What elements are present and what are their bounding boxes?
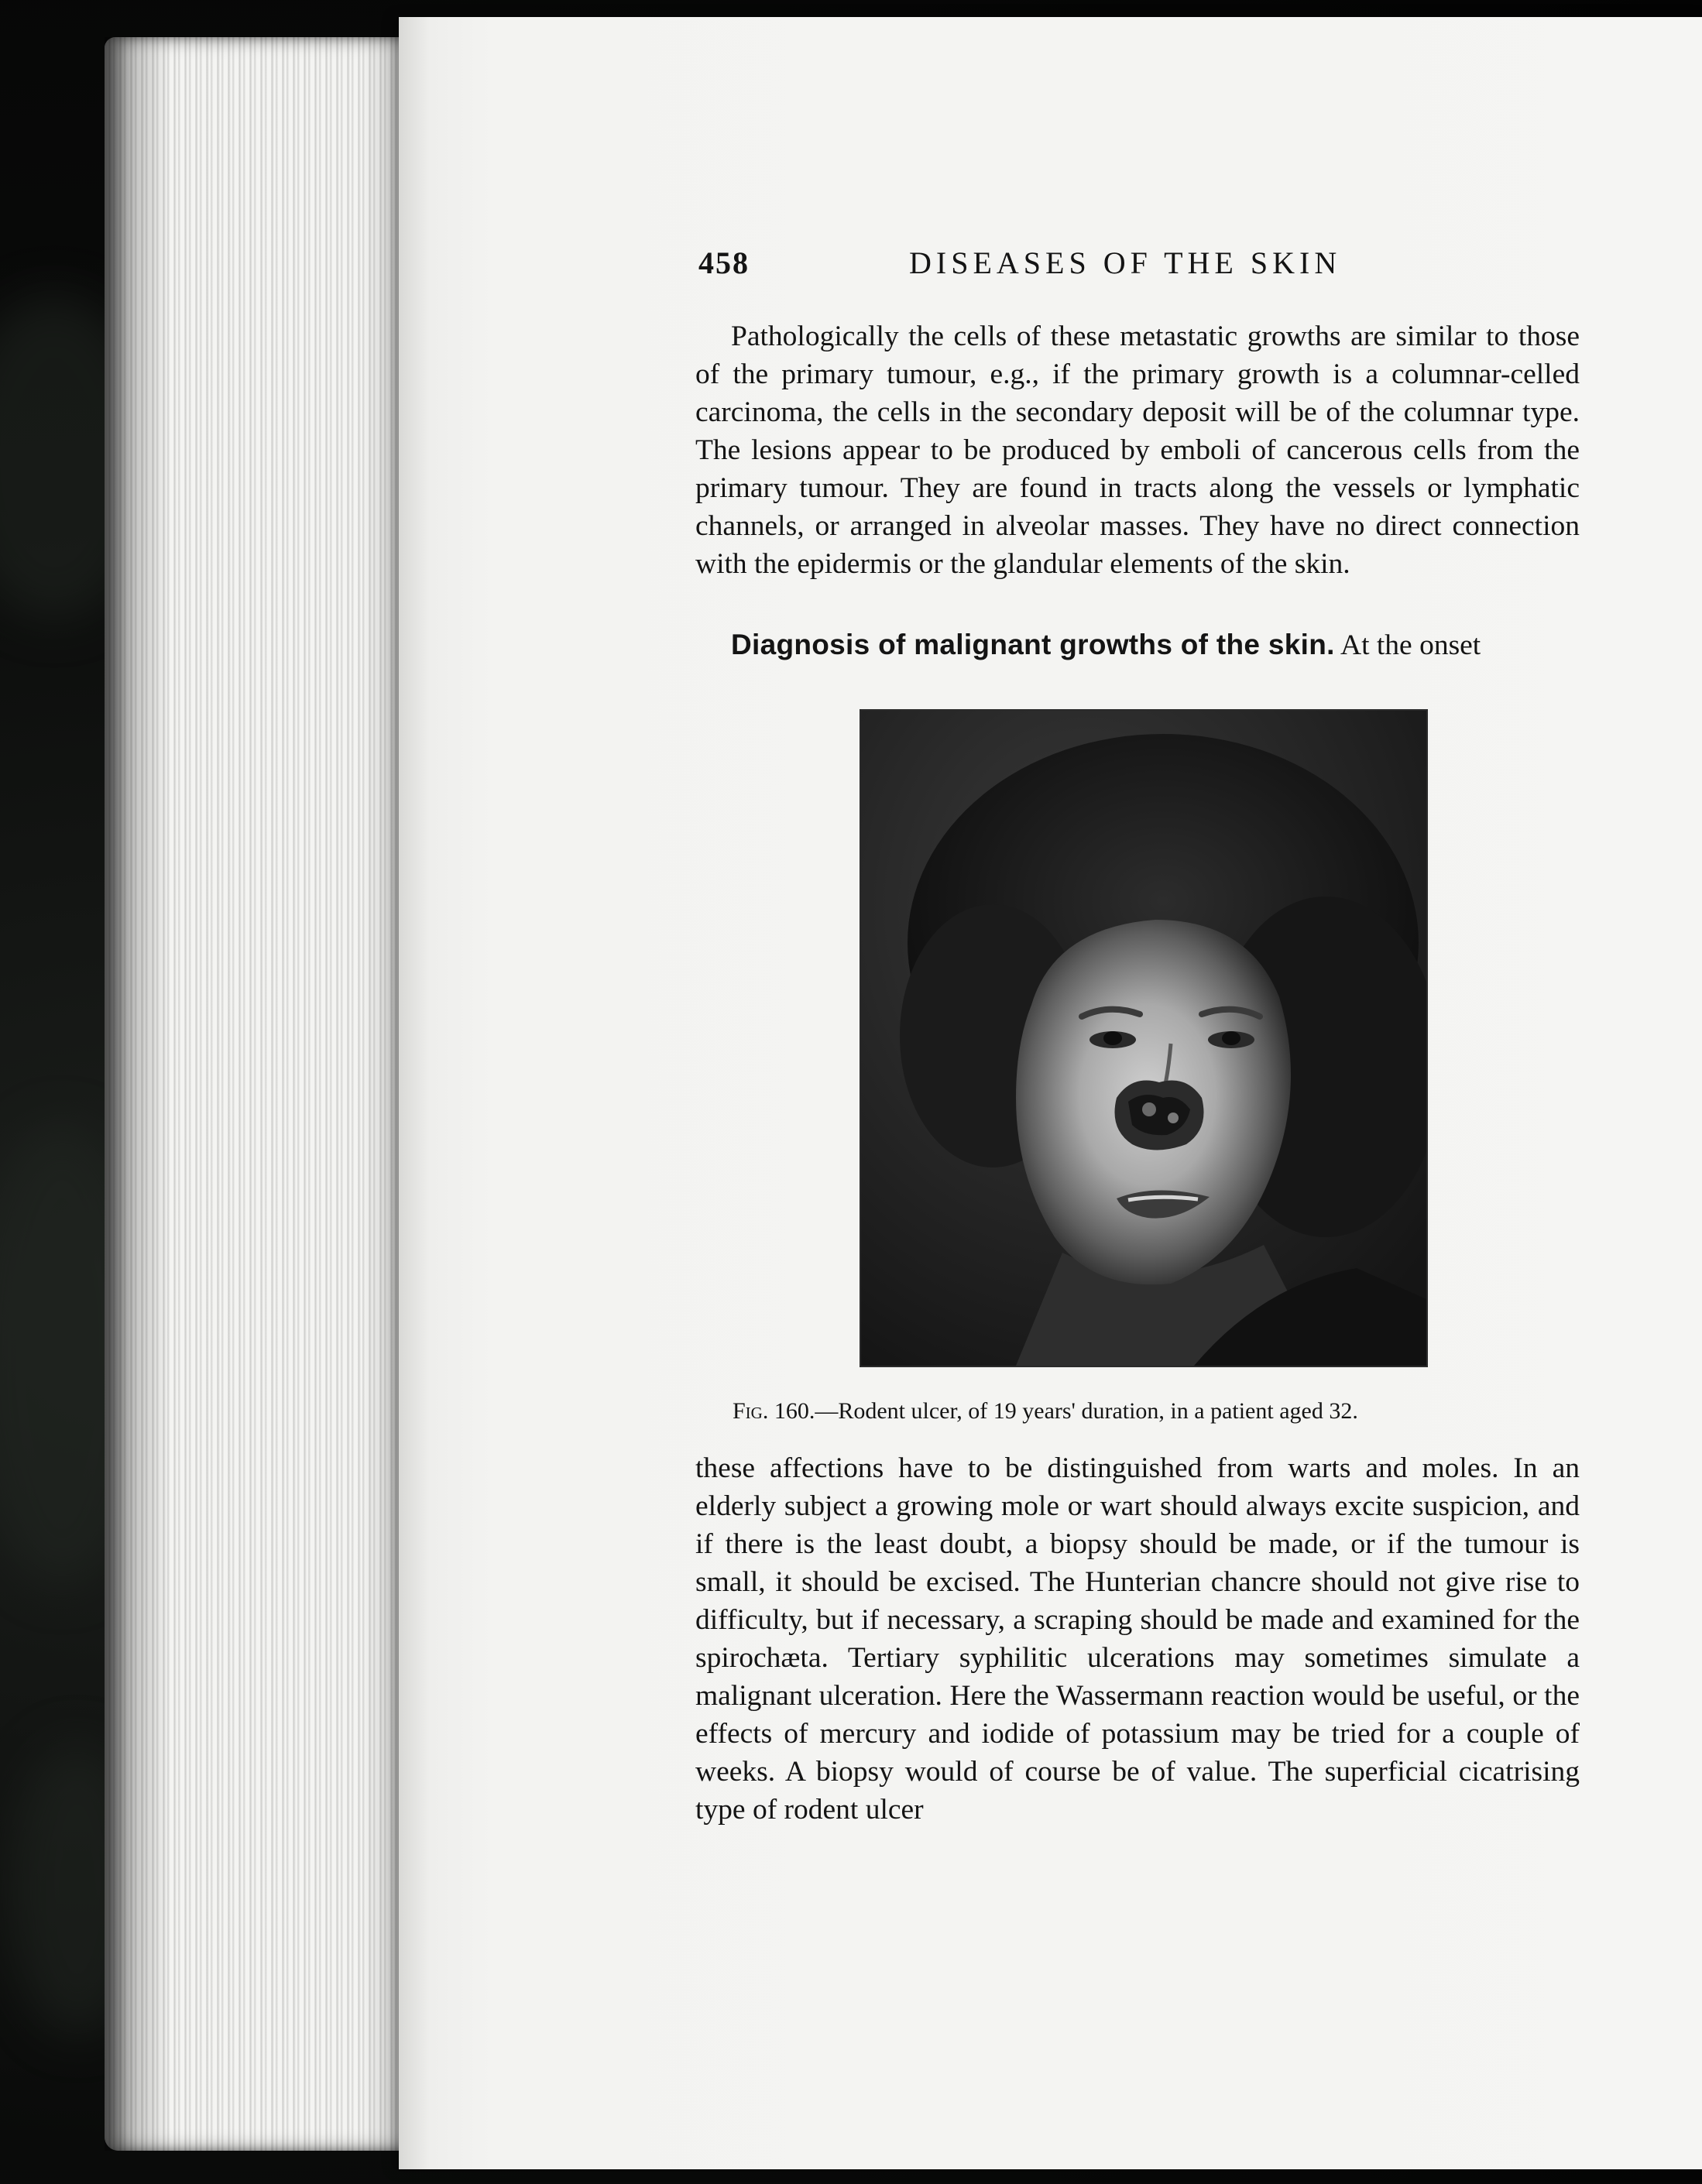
portrait-photo bbox=[861, 711, 1426, 1366]
figure-caption bbox=[733, 1398, 1553, 1425]
section-heading: Diagnosis of malignant growths of the skin. bbox=[731, 629, 1335, 660]
section-lead-text: At the onset bbox=[1340, 629, 1481, 661]
figure-caption-text: —Rodent ulcer, of 19 years' duration, in a patient aged 32. bbox=[815, 1398, 1358, 1424]
section-paragraph bbox=[695, 626, 1580, 664]
body-paragraph: Pathologically the cells of these metastatic growths are similar to those of the primary tumour, e.g., if the primary growth is a columnar-celled carcinoma, the cells in the secondary deposit will be of the columnar type. The lesions appear to be produced by emboli of cancerous cells from the primary tumour. They are found in tracts along the vessels or lymphatic channels, or arranged in alveolar masses. They have no direct connection with the epidermis or the glandular elements of the skin. bbox=[695, 321, 1580, 580]
figure-photograph bbox=[860, 709, 1428, 1367]
running-head bbox=[698, 245, 1581, 291]
figure-label: Fig. 160. bbox=[733, 1398, 815, 1424]
page-number: 458 bbox=[698, 245, 750, 280]
running-head-title: DISEASES OF THE SKIN bbox=[909, 245, 1342, 280]
book-page-edges bbox=[105, 37, 407, 2151]
body-paragraph-continued: these affections have to be distinguished from warts and moles. In an elderly subject a growing mole or wart should always excite suspicion, and if there is the least doubt, a biopsy should be made, or if the tumour is small, it should be excised. The Hunterian chancre should not give rise to difficulty, but if necessary, a scraping should be made and examined for the spirochæta. Tertiary syphilitic ulcerations may sometimes simulate a malignant ulceration. Here the Wassermann reaction would be useful, or the effects of mercury and iodide of potassium may be tried for a couple of weeks. A biopsy would of course be of value. The superficial cicatrising type of rodent ulcer bbox=[695, 1452, 1580, 1826]
